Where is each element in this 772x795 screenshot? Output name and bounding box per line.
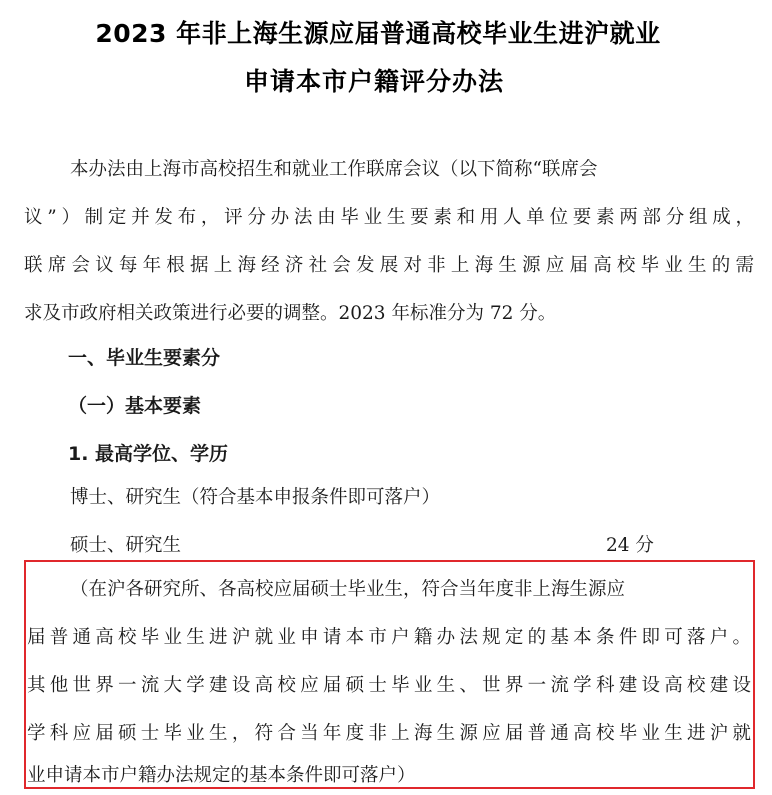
document-title-line-1: 2023 年非上海生源应届普通高校毕业生进沪就业 — [95, 19, 661, 48]
intro-line-2: 议”）制定并发布，评分办法由毕业生要素和用人单位要素两部分组成， — [24, 207, 754, 228]
master-entry-score: 24 分 — [606, 535, 654, 556]
note-line-2: 届普通高校毕业生进沪就业申请本市户籍办法规定的基本条件即可落户。 — [27, 627, 751, 648]
intro-line-1: 本办法由上海市高校招生和就业工作联席会议（以下简称“联席会 — [70, 159, 598, 180]
item-heading: 1. 最高学位、学历 — [68, 443, 229, 465]
intro-line-3: 联席会议每年根据上海经济社会发展对非上海生源应届高校毕业生的需 — [24, 255, 754, 276]
section-heading: 一、毕业生要素分 — [68, 347, 221, 369]
note-line-1: （在沪各研究所、各高校应届硕士毕业生，符合当年度非上海生源应 — [70, 579, 626, 600]
master-entry-label: 硕士、研究生 — [70, 535, 182, 556]
note-line-4: 学科应届硕士毕业生，符合当年度非上海生源应届普通高校毕业生进沪就 — [27, 723, 751, 744]
document-title-line-2: 申请本市户籍评分办法 — [243, 67, 504, 96]
intro-line-4: 求及市政府相关政策进行必要的调整。2023 年标准分为 72 分。 — [24, 303, 557, 324]
subsection-heading: （一）基本要素 — [68, 395, 202, 417]
doctor-entry: 博士、研究生（符合基本申报条件即可落户） — [70, 487, 441, 508]
note-line-3: 其他世界一流大学建设高校应届硕士毕业生、世界一流学科建设高校建设 — [27, 675, 751, 696]
note-line-5: 业申请本市户籍办法规定的基本条件即可落户） — [27, 765, 416, 786]
